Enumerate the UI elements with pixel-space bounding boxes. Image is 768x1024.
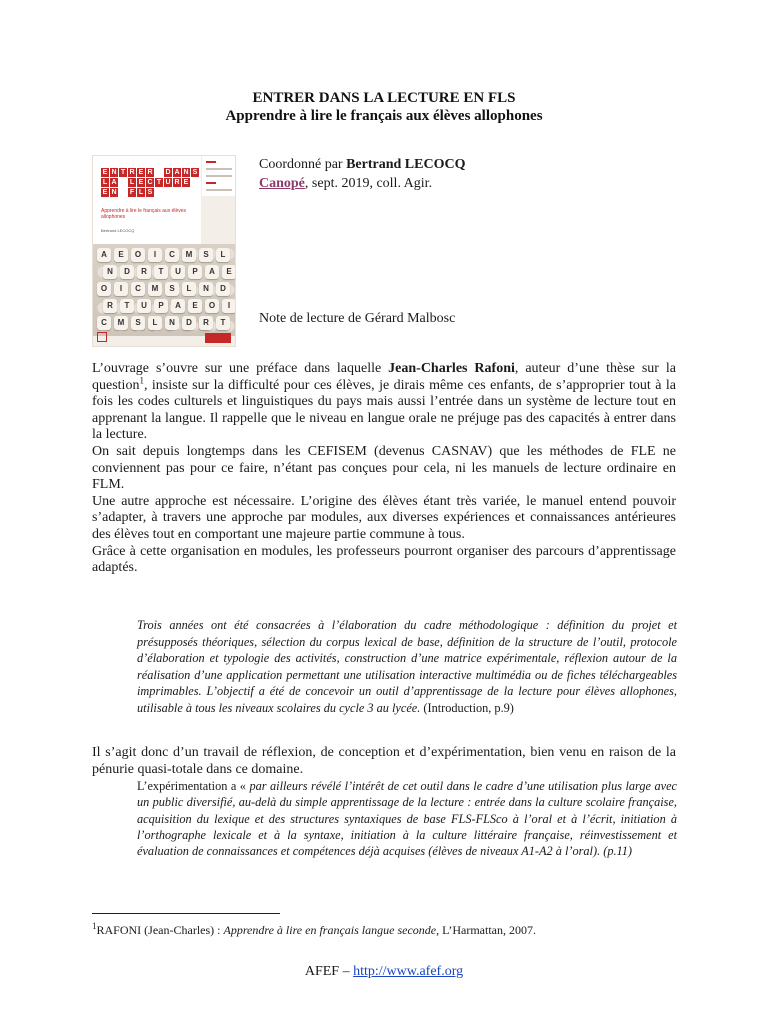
para1-text-c: , insiste sur la difficulté pour ces élèves, je dirais même ces enfants, de s’approprier tout à la fois les codes culturels et linguistiques du pays mais aussi l’entrée dans un système de lecture tout en apprenant la langue. Il rappelle que le niveau en langue orale ne préjuge pas des capacités à entrer dans la lecture. — [92, 377, 676, 443]
book-metadata — [259, 155, 465, 193]
cover-letter-tile: S — [131, 316, 145, 330]
prefacer-name: Jean-Charles Rafoni — [388, 361, 515, 376]
cover-letter-box: E — [183, 179, 189, 186]
cover-letter-tile: S — [165, 282, 179, 296]
cover-letter-tile: P — [154, 299, 168, 313]
paragraph-modules: Grâce à cette organisation en modules, les professeurs pourront organiser des parcours d’apprentissage adaptés. — [92, 543, 676, 576]
cover-letter-box: A — [111, 179, 117, 186]
cover-letter-box: L — [129, 179, 135, 186]
cover-letter-box: E — [102, 169, 108, 176]
review-author-note: Note de lecture de Gérard Malbosc — [259, 311, 456, 326]
cover-letter-tile: M — [114, 316, 128, 330]
cover-letter-tile: E — [188, 299, 202, 313]
cover-letter-tile: C — [97, 316, 111, 330]
publisher-link[interactable]: Canopé — [259, 176, 305, 191]
cover-letter-tile: I — [148, 248, 162, 262]
footnote-divider — [92, 913, 280, 914]
block-quote-introduction — [137, 617, 677, 716]
cover-letter-tile: I — [114, 282, 128, 296]
paragraph-approach: Une autre approche est nécessaire. L’origine des élèves étant très variée, le manuel entend pouvoir s’adapter, à travers une approche par modules, aux diverses expériences et connaissances antérieures des élèves tout en comportant une majeure partie commune à tous. — [92, 493, 676, 542]
cover-sidebar — [201, 156, 236, 196]
publication-details: , sept. 2019, coll. Agir. — [304, 176, 433, 191]
cover-letter-box: E — [138, 179, 144, 186]
cover-letter-tiles — [93, 244, 235, 336]
cover-letter-box: D — [165, 169, 171, 176]
cover-letter-tile: D — [120, 265, 134, 279]
cover-letter-tile: L — [148, 316, 162, 330]
cover-letter-gap — [119, 188, 127, 197]
title-line-2: Apprendre à lire le français aux élèves allophones — [225, 108, 543, 124]
cover-letter-box: N — [183, 169, 189, 176]
cover-letter-tile: M — [148, 282, 162, 296]
cover-letter-tile: R — [103, 299, 117, 313]
footnote-ref[interactable]: 1 — [139, 374, 144, 385]
exp-lead: L’expérimentation a « — [137, 779, 250, 793]
quote-text: Trois années ont été consacrées à l’élaboration du cadre méthodologique : définition du projet et présupposés théoriques, sélection du corpus lexical de base, définition de la structure de l’outil, protocole d’élaboration et typologie des activités, construction d’une matrice expérimentale, réflexion autour de la réalisation d’une application permettant une utilisation interactive multimédia ou de fiches téléchargeables imprimables. L’objectif a été de concevoir un outil d’apprentissage de la lecture pour élèves allophones, utilisable à tous les niveaux scolaires du cycle 3 au lycée. — [137, 618, 677, 715]
coordinator-prefix: Coordonné par — [259, 157, 343, 172]
paragraph-intro — [92, 361, 676, 444]
cover-letter-box: L — [138, 189, 144, 196]
paragraph-reflection: Il s’agit donc d’un travail de réflexion, de conception et d’expérimentation, bien venu en raison de la pénurie quasi-totale dans ce domaine. — [92, 745, 676, 777]
cover-letter-box: S — [192, 169, 198, 176]
exp-quote-text: par ailleurs révélé l’intérêt de cet outil dans le cadre d’une utilisation plus large avec un public diversifié, au-delà du simple apprentissage de la lecture : entrée dans la culture scolaire française, acquisition du lexique et des structures syntaxiques de base FLS-FLSco à l’oral et à l’écrit, initiation à l’orthographe lexicale et à la syntaxe, initiation à la culture littéraire française, réinvestissement et évaluation de connaissances et compétences déjà acquises (élèves de niveaux A1-A2 à l’oral). (p.11) — [137, 779, 677, 859]
publisher-line — [259, 174, 465, 193]
cover-letter-tile: O — [205, 299, 219, 313]
cover-letter-box: E — [102, 189, 108, 196]
cover-letter-tile: I — [222, 299, 236, 313]
cover-logo-icon — [97, 332, 107, 342]
cover-letter-tile: U — [171, 265, 185, 279]
cover-letter-tile: O — [97, 282, 111, 296]
cover-letter-tile: C — [131, 282, 145, 296]
footer-prefix: AFEF – — [304, 964, 354, 979]
cover-letter-tile: R — [137, 265, 151, 279]
cover-letter-box: L — [102, 179, 108, 186]
cover-letter-tile: N — [103, 265, 117, 279]
para1-text-a: L’ouvrage s’ouvre sur une préface dans laquelle — [92, 361, 389, 376]
cover-letter-box: C — [147, 179, 153, 186]
quote-reference: (Introduction, p.9) — [420, 700, 514, 715]
cover-coordinator: Bertrand LECOCQ — [101, 228, 135, 233]
document-title — [0, 89, 768, 125]
afef-link[interactable]: http://www.afef.org — [353, 964, 464, 979]
cover-letter-box: U — [165, 179, 171, 186]
cover-title-row — [101, 178, 199, 187]
book-cover-image — [92, 155, 236, 347]
cover-letter-tile: N — [199, 282, 213, 296]
cover-letter-tile: D — [216, 282, 230, 296]
cover-letter-tile: A — [171, 299, 185, 313]
paragraph-cefisem: On sait depuis longtemps dans les CEFISEM (devenus CASNAV) que les méthodes de FLE ne conviennent pas pour ce faire, n’étant pas conçues pour cela, ni les manuels de lecture ordinaire en FLM. — [92, 443, 676, 493]
coordinator-line — [259, 155, 465, 174]
body-section-1 — [92, 361, 676, 577]
cover-letter-box: N — [111, 189, 117, 196]
footnote-number: 1 — [92, 921, 97, 931]
cover-letter-tile: C — [165, 248, 179, 262]
cover-letter-tile: A — [205, 265, 219, 279]
para1-text-b: , auteur d’une thèse sur la question — [92, 361, 676, 393]
cover-title-row — [101, 188, 199, 197]
cover-letter-tile: T — [154, 265, 168, 279]
footnote-rest: , L’Harmattan, 2007. — [436, 923, 536, 937]
cover-letter-box: E — [138, 169, 144, 176]
cover-letter-tile: U — [137, 299, 151, 313]
cover-letter-box: S — [147, 189, 153, 196]
cover-title-row — [101, 168, 199, 177]
cover-letter-tile: R — [199, 316, 213, 330]
cover-letter-tile: N — [165, 316, 179, 330]
cover-letter-box: F — [129, 189, 135, 196]
cover-letter-box: N — [111, 169, 117, 176]
cover-letter-tile: M — [182, 248, 196, 262]
cover-letter-tile: A — [97, 248, 111, 262]
page-footer — [0, 964, 768, 980]
cover-publisher-logo — [205, 333, 231, 343]
coordinator-name: Bertrand LECOCQ — [346, 157, 466, 172]
footnote-title: Apprendre à lire en français langue seconde — [223, 923, 437, 937]
cover-letter-tile: E — [114, 248, 128, 262]
cover-letter-box: R — [129, 169, 135, 176]
cover-letter-box: R — [174, 179, 180, 186]
cover-letter-tile: D — [182, 316, 196, 330]
footnote-author: RAFONI (Jean-Charles) : — [96, 923, 224, 937]
cover-letter-gap — [119, 178, 127, 187]
cover-letter-tile: T — [120, 299, 134, 313]
block-quote-experimentation — [137, 778, 677, 859]
cover-letter-tile: P — [188, 265, 202, 279]
footnote — [92, 923, 536, 938]
cover-letter-box: A — [174, 169, 180, 176]
cover-letter-tile: O — [131, 248, 145, 262]
cover-letter-tile: T — [216, 316, 230, 330]
cover-subtitle: Apprendre à lire le français aux élèves allophones — [101, 208, 187, 220]
cover-letter-box: T — [120, 169, 126, 176]
cover-letter-tile: L — [216, 248, 230, 262]
cover-letter-tile: E — [222, 265, 236, 279]
cover-letter-tile: L — [182, 282, 196, 296]
cover-title-letters — [101, 168, 199, 198]
cover-letter-gap — [155, 168, 163, 177]
cover-letter-tile: S — [199, 248, 213, 262]
cover-letter-box: R — [147, 169, 153, 176]
cover-letter-box: T — [156, 179, 162, 186]
body-section-2 — [92, 745, 676, 778]
title-line-1: ENTRER DANS LA LECTURE EN FLS — [252, 90, 516, 106]
